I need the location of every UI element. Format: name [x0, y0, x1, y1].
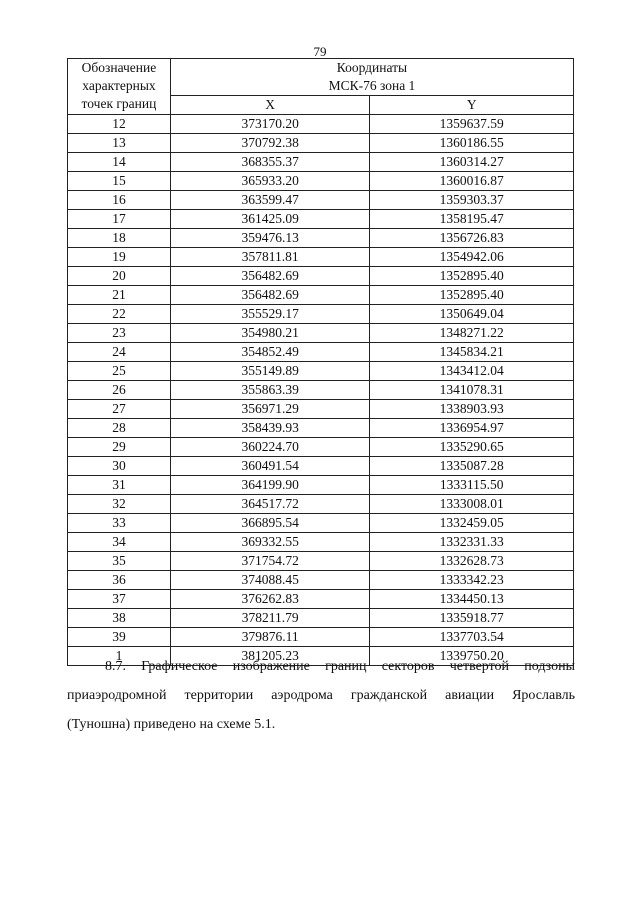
table-row [68, 343, 574, 362]
table-row [68, 305, 574, 324]
cell-y: 1360186.55 [370, 134, 574, 153]
cell-y: 1332628.73 [370, 552, 574, 571]
cell-x: 361425.09 [170, 210, 370, 229]
table-body [68, 115, 574, 666]
cell-x: 360224.70 [170, 438, 370, 457]
cell-y: 1343412.04 [370, 362, 574, 381]
cell-y: 1339750.20 [370, 647, 574, 666]
table-row [68, 552, 574, 571]
cell-x: 379876.11 [170, 628, 370, 647]
table-row [68, 400, 574, 419]
cell-point: 30 [68, 457, 171, 476]
header-point-designation [68, 59, 171, 115]
table-row [68, 419, 574, 438]
cell-x: 355863.39 [170, 381, 370, 400]
page-number: 79 [313, 44, 327, 59]
cell-x: 368355.37 [170, 153, 370, 172]
cell-point: 23 [68, 324, 171, 343]
cell-y: 1336954.97 [370, 419, 574, 438]
table-row [68, 476, 574, 495]
cell-x: 360491.54 [170, 457, 370, 476]
cell-x: 356971.29 [170, 400, 370, 419]
cell-y: 1332331.33 [370, 533, 574, 552]
cell-point: 17 [68, 210, 171, 229]
table-row [68, 514, 574, 533]
cell-y: 1352895.40 [370, 267, 574, 286]
cell-point: 36 [68, 571, 171, 590]
cell-y: 1360314.27 [370, 153, 574, 172]
cell-point: 20 [68, 267, 171, 286]
table-row [68, 438, 574, 457]
table-row [68, 571, 574, 590]
cell-y: 1360016.87 [370, 172, 574, 191]
header-point-line: характерных [82, 78, 156, 93]
cell-point: 38 [68, 609, 171, 628]
paragraph-line: приаэродромной территории аэродрома гражданской авиации Ярославль [67, 688, 575, 703]
cell-x: 378211.79 [170, 609, 370, 628]
cell-x: 374088.45 [170, 571, 370, 590]
cell-y: 1352895.40 [370, 286, 574, 305]
table-row [68, 362, 574, 381]
cell-y: 1354942.06 [370, 248, 574, 267]
paragraph-line: 8.7. Графическое изображение границ секторов четвертой подзоны [105, 659, 575, 674]
cell-point: 34 [68, 533, 171, 552]
cell-y: 1332459.05 [370, 514, 574, 533]
header-coords-line: МСК-76 зона 1 [328, 78, 416, 93]
cell-y: 1359303.37 [370, 191, 574, 210]
cell-point: 26 [68, 381, 171, 400]
cell-point: 39 [68, 628, 171, 647]
cell-y: 1335087.28 [370, 457, 574, 476]
cell-y: 1356726.83 [370, 229, 574, 248]
cell-point: 14 [68, 153, 171, 172]
table-row [68, 229, 574, 248]
cell-x: 357811.81 [170, 248, 370, 267]
cell-x: 364199.90 [170, 476, 370, 495]
cell-y: 1350649.04 [370, 305, 574, 324]
cell-point: 16 [68, 191, 171, 210]
cell-point: 19 [68, 248, 171, 267]
cell-x: 366895.54 [170, 514, 370, 533]
cell-point: 31 [68, 476, 171, 495]
header-coords-line: Координаты [336, 60, 408, 75]
cell-x: 365933.20 [170, 172, 370, 191]
cell-x: 356482.69 [170, 286, 370, 305]
header-y: Y [370, 96, 574, 115]
paragraph-line: (Туношна) приведено на схеме 5.1. [67, 717, 276, 732]
table-row [68, 134, 574, 153]
cell-point: 12 [68, 115, 171, 134]
cell-point: 18 [68, 229, 171, 248]
cell-point: 28 [68, 419, 171, 438]
cell-y: 1334450.13 [370, 590, 574, 609]
table-row [68, 153, 574, 172]
table-row [68, 628, 574, 647]
cell-point: 13 [68, 134, 171, 153]
table-row [68, 172, 574, 191]
coordinates-table [67, 58, 574, 666]
table-row [68, 267, 574, 286]
paragraph-8-7 [67, 652, 575, 739]
header-point-line: точек границ [81, 96, 157, 111]
cell-point: 35 [68, 552, 171, 571]
cell-y: 1359637.59 [370, 115, 574, 134]
cell-y: 1348271.22 [370, 324, 574, 343]
cell-point: 25 [68, 362, 171, 381]
cell-x: 369332.55 [170, 533, 370, 552]
table-row [68, 533, 574, 552]
cell-x: 381205.23 [170, 647, 370, 666]
cell-x: 363599.47 [170, 191, 370, 210]
table-row [68, 457, 574, 476]
cell-x: 370792.38 [170, 134, 370, 153]
cell-y: 1333115.50 [370, 476, 574, 495]
cell-point: 24 [68, 343, 171, 362]
cell-point: 22 [68, 305, 171, 324]
cell-point: 32 [68, 495, 171, 514]
table-row [68, 324, 574, 343]
table-row [68, 210, 574, 229]
cell-point: 37 [68, 590, 171, 609]
cell-point: 27 [68, 400, 171, 419]
cell-x: 376262.83 [170, 590, 370, 609]
cell-point: 29 [68, 438, 171, 457]
table-row [68, 609, 574, 628]
cell-x: 359476.13 [170, 229, 370, 248]
cell-y: 1333342.23 [370, 571, 574, 590]
cell-x: 364517.72 [170, 495, 370, 514]
cell-x: 354852.49 [170, 343, 370, 362]
cell-x: 355149.89 [170, 362, 370, 381]
table-row [68, 115, 574, 134]
cell-x: 356482.69 [170, 267, 370, 286]
table-row [68, 286, 574, 305]
table-row [68, 191, 574, 210]
header-point-line: Обозначение [81, 60, 157, 75]
header-coordinates [170, 59, 573, 96]
table-row [68, 248, 574, 267]
cell-x: 371754.72 [170, 552, 370, 571]
cell-point: 33 [68, 514, 171, 533]
cell-point: 15 [68, 172, 171, 191]
table-row [68, 495, 574, 514]
cell-x: 358439.93 [170, 419, 370, 438]
cell-x: 373170.20 [170, 115, 370, 134]
cell-y: 1358195.47 [370, 210, 574, 229]
cell-y: 1345834.21 [370, 343, 574, 362]
header-x: X [170, 96, 370, 115]
cell-y: 1337703.54 [370, 628, 574, 647]
cell-y: 1333008.01 [370, 495, 574, 514]
table-row [68, 590, 574, 609]
cell-y: 1335918.77 [370, 609, 574, 628]
cell-y: 1341078.31 [370, 381, 574, 400]
cell-x: 354980.21 [170, 324, 370, 343]
cell-point: 1 [68, 647, 171, 666]
cell-x: 355529.17 [170, 305, 370, 324]
cell-point: 21 [68, 286, 171, 305]
table-row [68, 381, 574, 400]
cell-y: 1335290.65 [370, 438, 574, 457]
cell-y: 1338903.93 [370, 400, 574, 419]
